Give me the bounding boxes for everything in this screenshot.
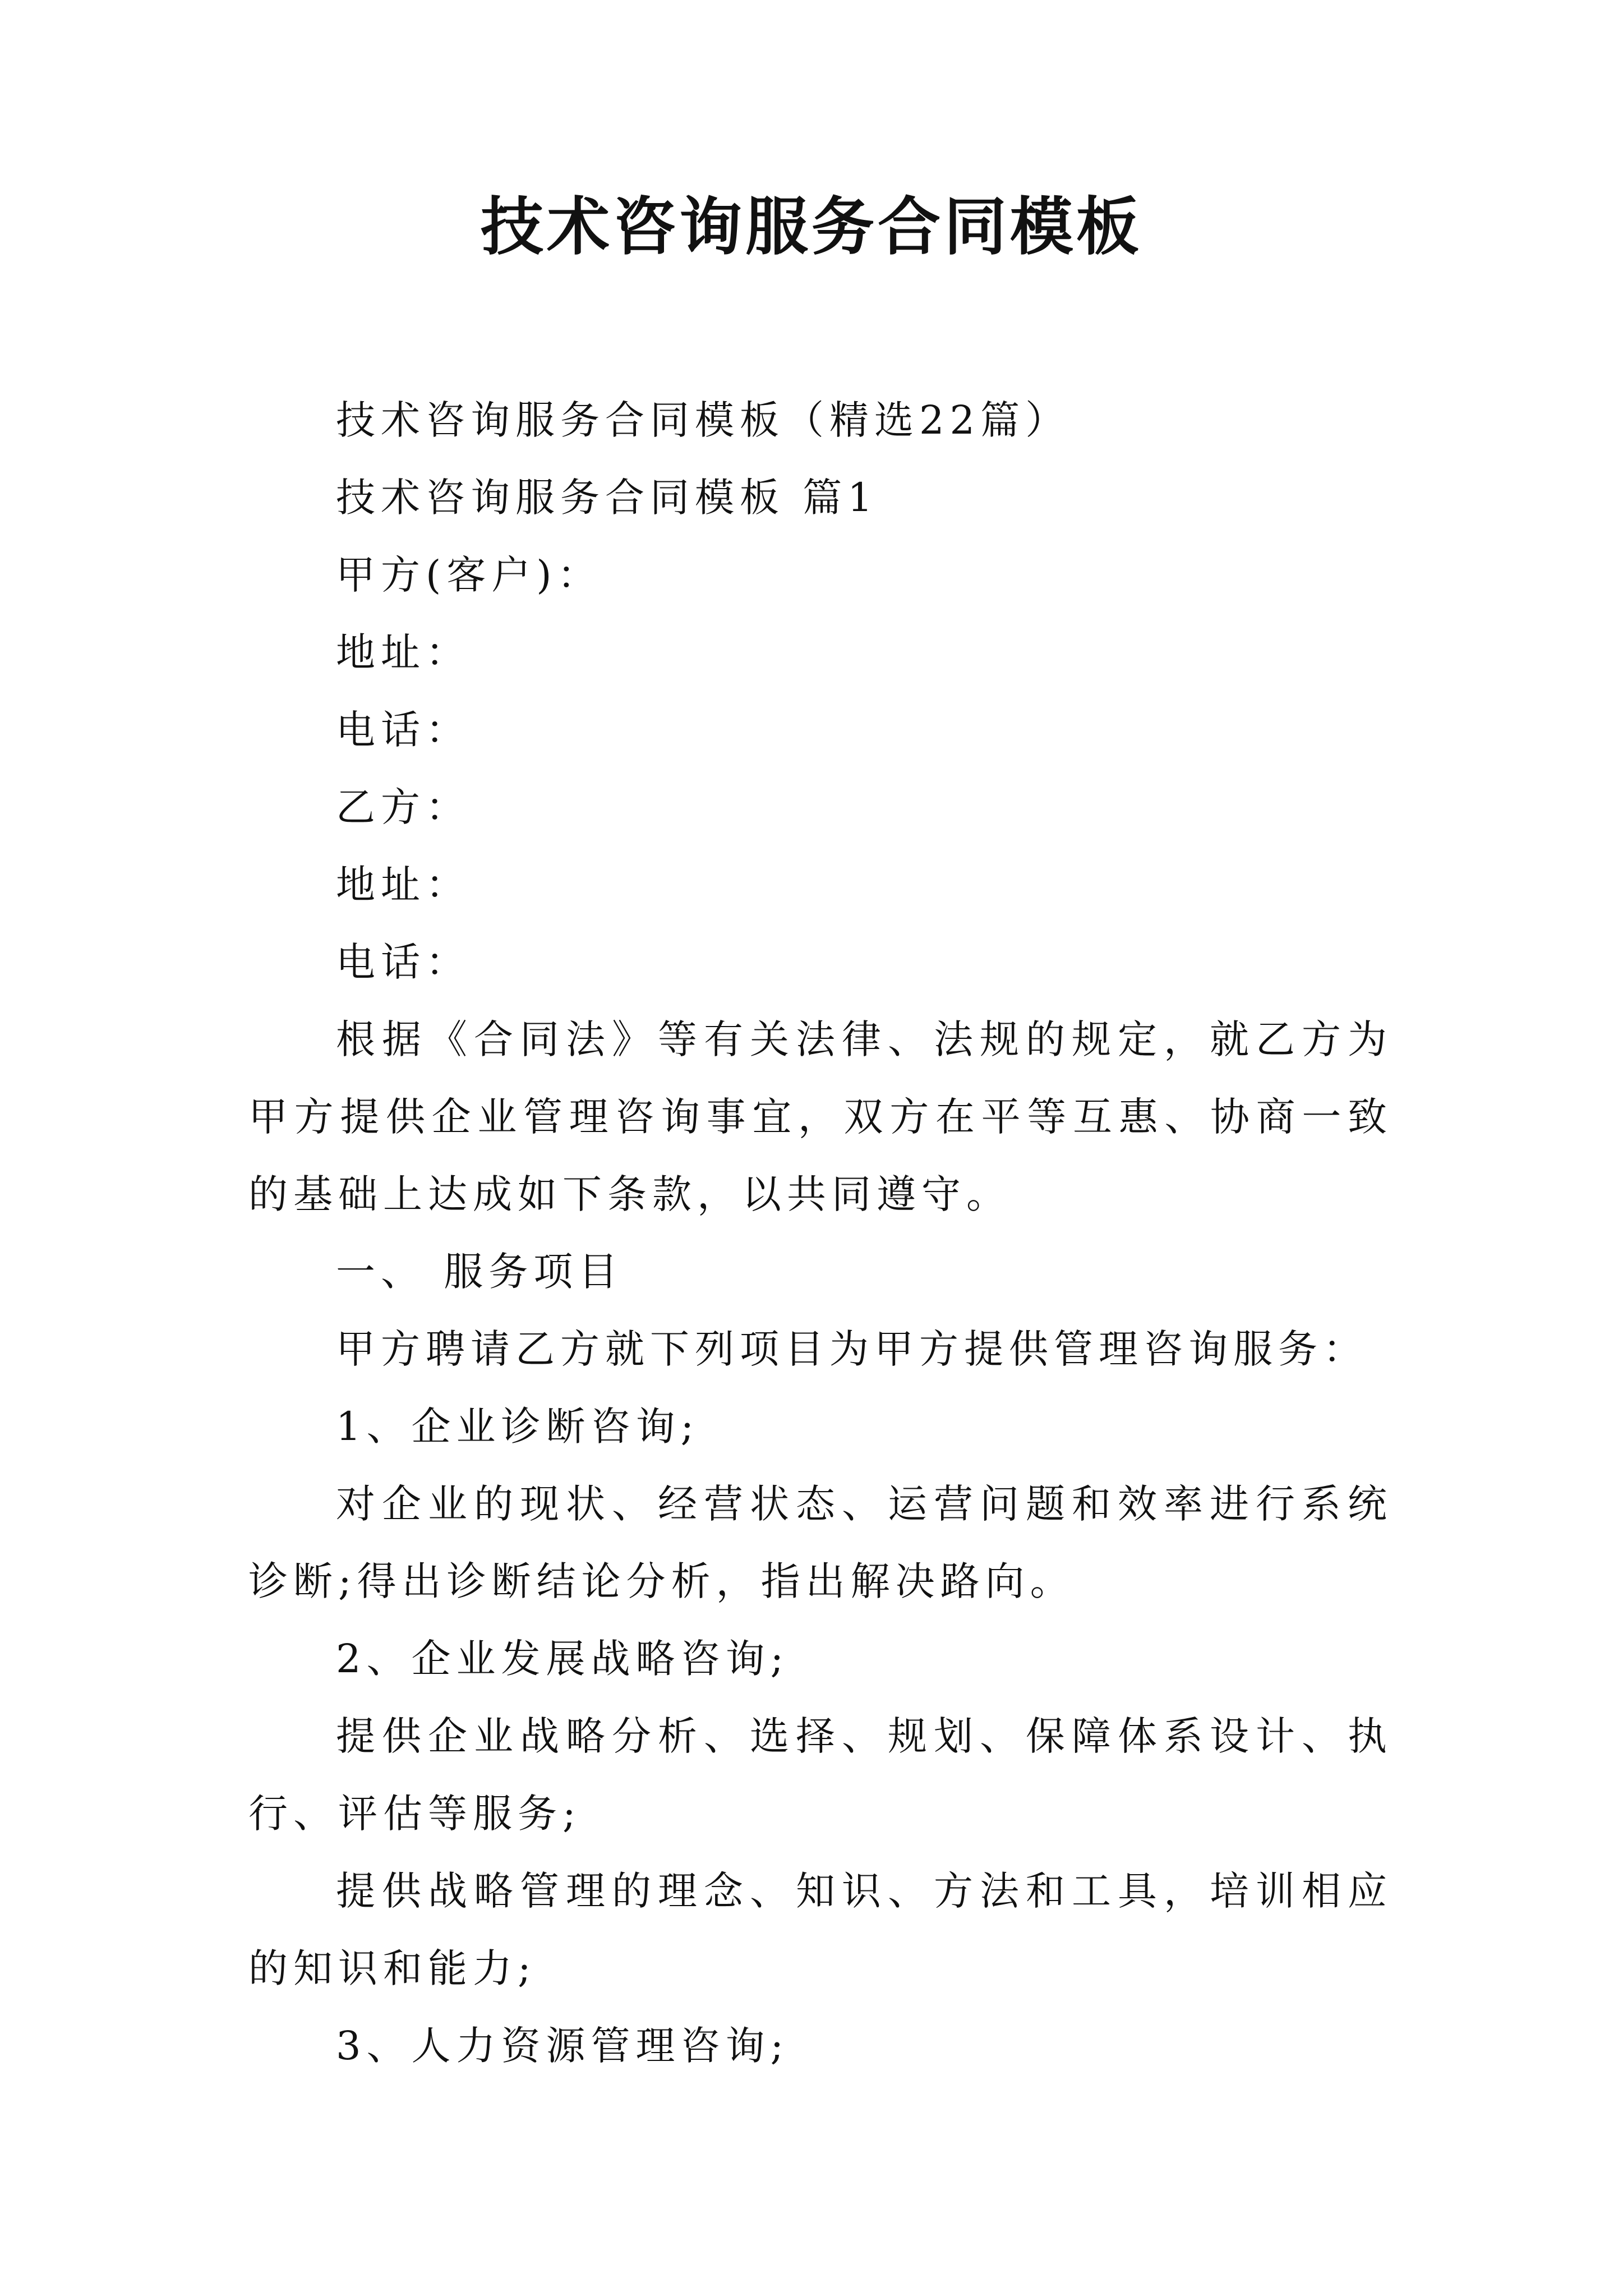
- paragraph-clause-heading: 一、 服务项目: [336, 1249, 624, 1295]
- paragraph-subtitle: 技术咨询服务合同模板（精选22篇）: [336, 397, 1071, 443]
- paragraph-party-b: 乙方：: [336, 784, 471, 830]
- paragraph-preamble: 根据《合同法》等有关法律、法规的规定，就乙方为甲方提供企业管理咨询事宜，双方在平等互惠、协商一致的基础上达成如下条款，以共同遵守。: [248, 1016, 1393, 1217]
- paragraph-item-3: 3、人力资源管理咨询;: [336, 2023, 790, 2069]
- paragraph-party-a-address: 地址：: [336, 629, 471, 675]
- paragraph-party-b-phone: 电话：: [336, 939, 471, 985]
- paragraph-item-2-detail-b: 提供战略管理的理念、知识、方法和工具，培训相应的知识和能力;: [248, 1868, 1393, 1991]
- paragraph-section-heading: 技术咨询服务合同模板 篇1: [336, 475, 878, 521]
- document-title: 技术咨询服务合同模板: [481, 190, 1142, 264]
- paragraph-item-2-detail-a: 提供企业战略分析、选择、规划、保障体系设计、执行、评估等服务;: [248, 1713, 1393, 1837]
- document-body: [248, 381, 1393, 2085]
- paragraph-item-1: 1、企业诊断咨询;: [336, 1404, 700, 1450]
- paragraph-clause-intro: 甲方聘请乙方就下列项目为甲方提供管理咨询服务：: [336, 1326, 1368, 1372]
- paragraph-item-1-detail: 对企业的现状、经营状态、运营问题和效率进行系统诊断;得出诊断结论分析，指出解决路向。: [248, 1481, 1393, 1604]
- paragraph-party-a-phone: 电话：: [336, 707, 471, 753]
- paragraph-party-a: 甲方(客户)：: [336, 552, 602, 598]
- paragraph-item-2: 2、企业发展战略咨询;: [336, 1636, 790, 1682]
- paragraph-party-b-address: 地址：: [336, 862, 471, 908]
